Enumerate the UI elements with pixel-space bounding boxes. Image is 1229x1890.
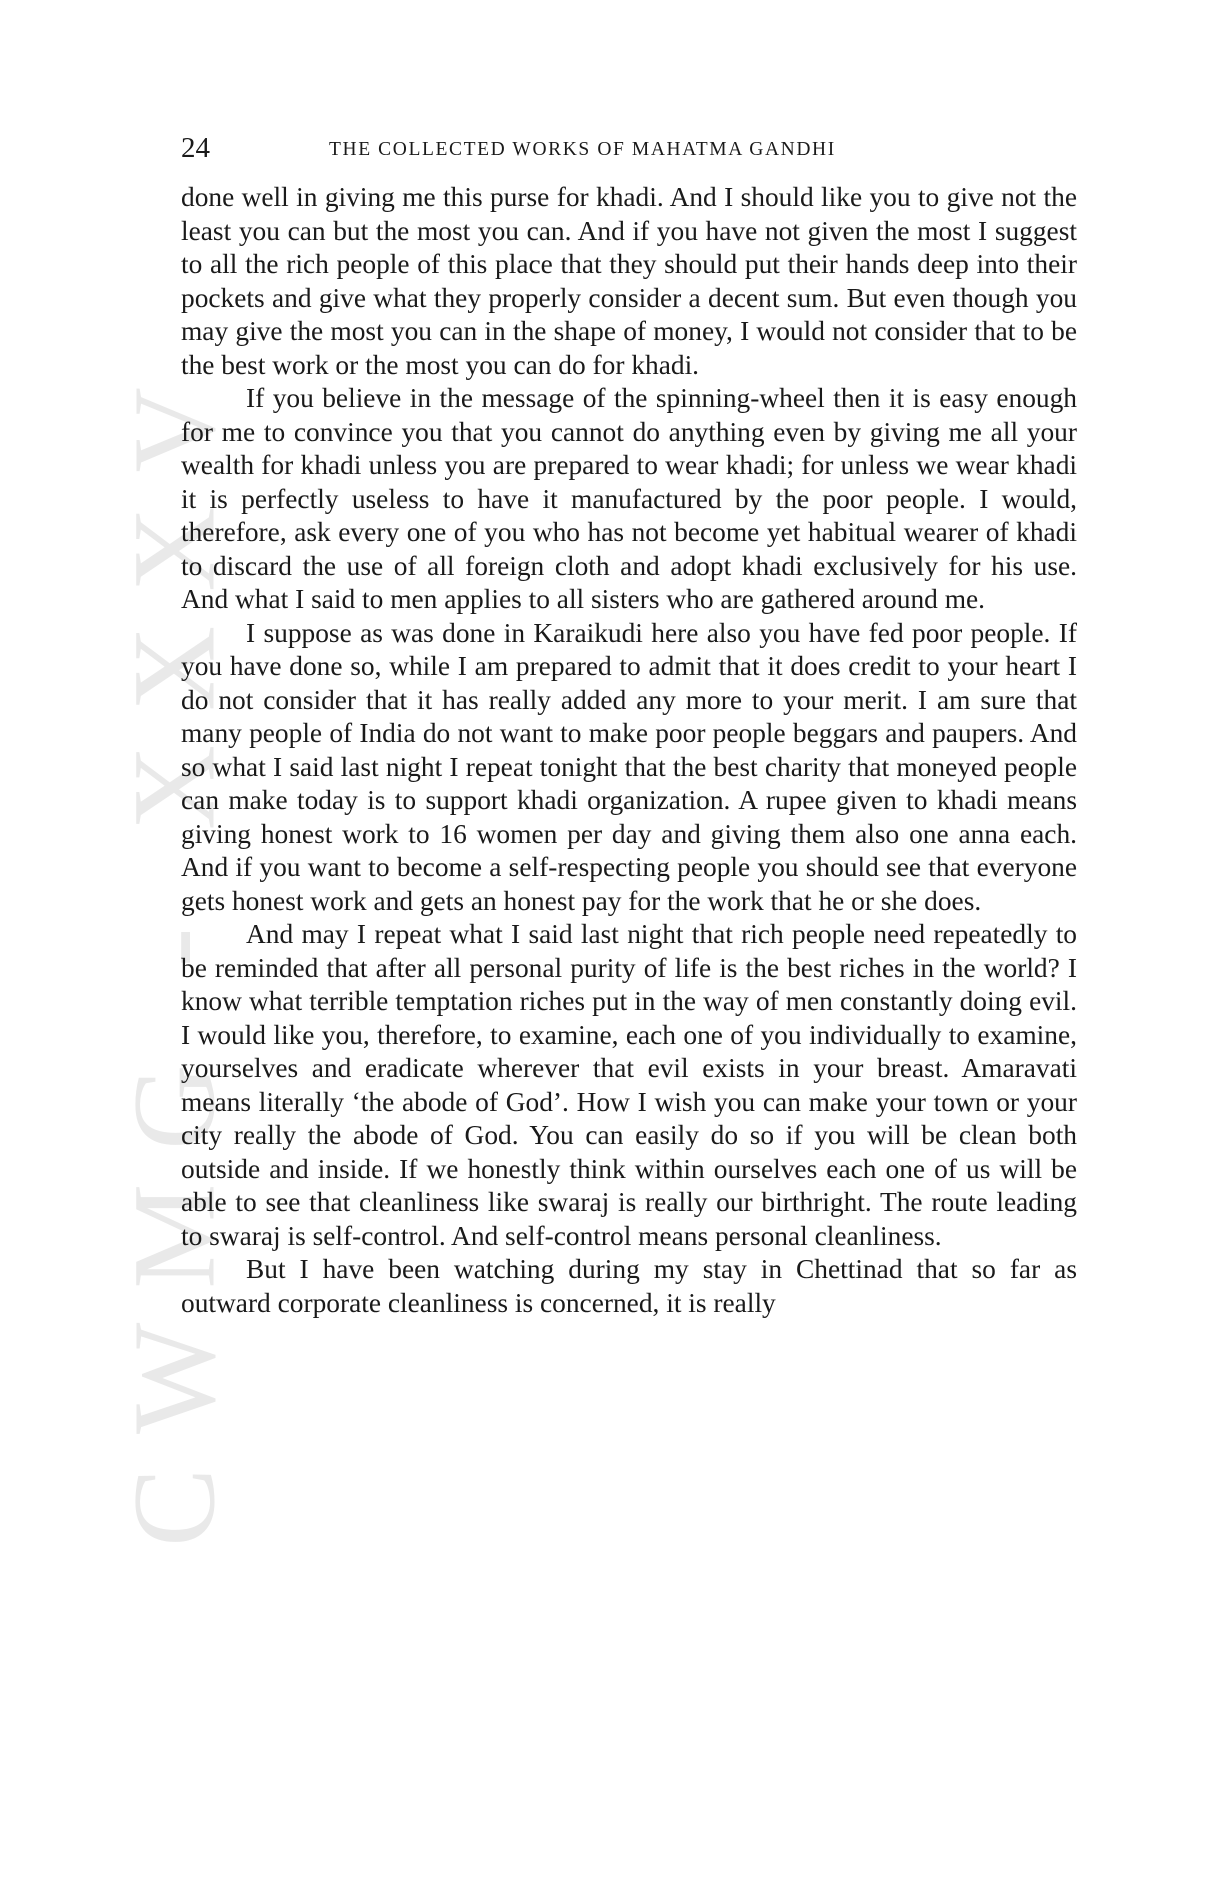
- body-text: [181, 181, 1077, 1320]
- watermark-text: CWMG - XXXV: [109, 353, 240, 1547]
- paragraph-charity: I suppose as was done in Karaikudi here also you have fed poor people. If you have done so, while I am prepared to admit that it does credit to your heart I do not consider that it has really added any more to your merit. I am sure that many people of India do not want to make poor people beggars and paupers. And so what I said last night I repeat tonight that the best charity that moneyed people can make today is to support khadi organization. A rupee given to khadi means giving honest work to 16 women per day and giving them also one anna each. And if you want to become a self-respecting people you should see that everyone gets honest work and gets an honest pay for the work that he or she does.: [181, 617, 1077, 916]
- running-header: [181, 131, 1077, 171]
- page-number: 24: [181, 132, 210, 164]
- running-title: THE COLLECTED WORKS OF MAHATMA GANDHI: [329, 139, 836, 160]
- paragraph-chettinad: But I have been watching during my stay in Chettinad that so far as outward corporate cleanliness is concerned, it is really: [181, 1254, 1077, 1318]
- paragraph-purity: And may I repeat what I said last night that rich people need repeatedly to be reminded that after all personal purity of life is the best riches in the world? I know what terrible temptation riches put in the way of men constantly doing evil. I would like you, therefore, to examine, each one of you individually to examine, yourselves and eradicate wherever that evil exists in your breast. Amaravati means literally ‘the abode of God’. How I wish you can make your town or your city really the abode of God. You can easily do so if you will be clean both outside and inside. If we honestly think within ourselves each one of us will be able to see that cleanliness like swaraj is really our birthright. The route leading to swaraj is self-control. And self-control means personal cleanliness.: [181, 919, 1077, 1251]
- paragraph-spinning-wheel: If you believe in the message of the spinning-wheel then it is easy enough for me to convince you that you cannot do anything even by giving me all your wealth for khadi unless you are prepared to wear khadi; for unless we wear khadi it is perfectly useless to have it manufactured by the poor people. I would, therefore, ask every one of you who has not become yet habitual wearer of khadi to discard the use of all foreign cloth and adopt khadi exclusively for his use. And what I said to men applies to all sisters who are gathered around me.: [181, 383, 1077, 614]
- paragraph-continued: done well in giving me this purse for khadi. And I should like you to give not the least you can but the most you can. And if you have not given the most I suggest to all the rich people of this place that they should put their hands deep into their pockets and give what they properly consider a decent sum. But even though you may give the most you can in the shape of money, I would not consider that to be the best work or the most you can do for khadi.: [181, 182, 1077, 380]
